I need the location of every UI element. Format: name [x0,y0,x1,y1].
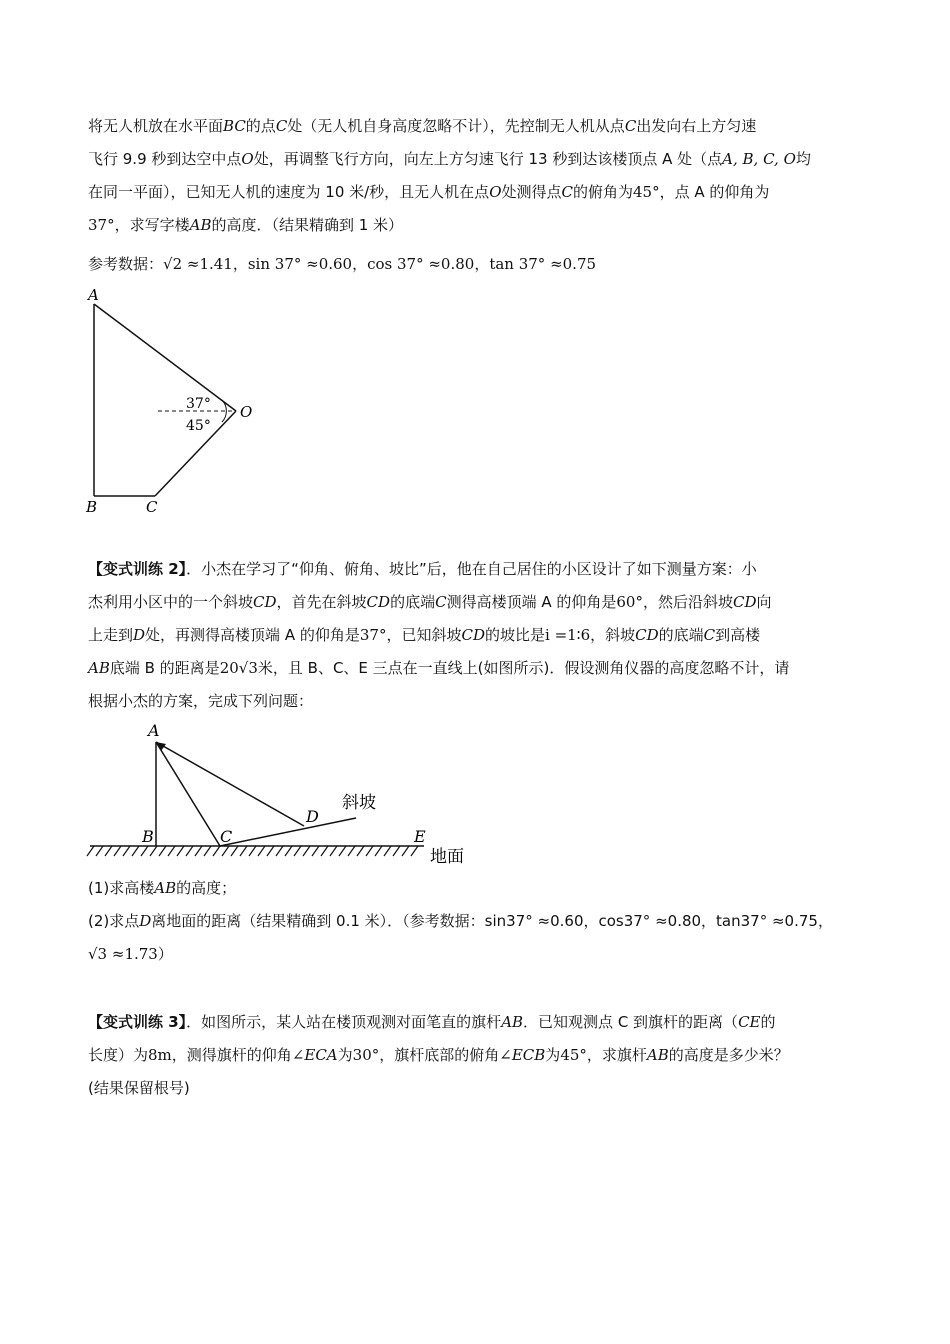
hatch-mark [339,846,346,856]
text: 的点 [245,117,276,135]
problem3-title: 【变式训练 3】 [88,1013,187,1031]
hatch-mark [312,846,319,856]
ground-hatching [87,846,418,856]
text: 测得高楼顶端 A 的仰角是 [446,593,617,611]
hatch-mark [276,846,283,856]
hatch-mark [105,846,112,856]
hatch-mark [258,846,265,856]
slope-CD [220,818,356,846]
hatch-mark [87,846,94,856]
text: ，旗杆底部的俯角 [379,1046,500,1064]
text: 长度）为 [88,1046,149,1064]
hatch-mark [402,846,409,856]
math-var: ∠ECA [291,1046,338,1064]
text: 为 [545,1046,561,1064]
math-var: ∠ECB [499,1046,546,1064]
text: 上走到 [88,626,134,644]
text: 到高楼 [715,626,761,644]
hatch-mark [411,846,418,856]
hatch-mark [303,846,310,856]
text: 根据小杰的方案，完成下列问题： [88,692,314,710]
math-var: O [489,183,502,201]
hatch-mark [195,846,202,856]
text: 处（无人机自身高度忽略不计），先控制无人机从点 [287,117,625,135]
text: 的底端 [658,626,704,644]
math-var: C [703,626,716,644]
text: ，求旗杆 [586,1046,647,1064]
text: ，已知斜坡 [386,626,462,644]
hatch-mark [141,846,148,856]
math-var: C [275,117,288,135]
math-var: AB [88,659,110,677]
text: 飞行 9.9 秒到达空中点 [88,150,242,168]
label-slope: 斜坡 [342,793,376,813]
math-var: C [561,183,573,201]
math-var: A, B, C, O [722,150,796,168]
problem3-text [88,1006,863,1105]
text: 将无人机放在水平面 [88,117,224,135]
math-value: 20√3 [219,659,258,677]
text: 处，再测得高楼顶端 A 的仰角是 [145,626,360,644]
hatch-mark [222,846,229,856]
text: (1)求高楼 [88,879,155,897]
label-ground: 地面 [430,847,464,867]
label-B: B [142,827,154,846]
text: ．如图所示，某人站在楼顶观测对面笔直的旗杆 [186,1013,502,1031]
hatch-mark [204,846,211,856]
hatch-mark [267,846,274,856]
text: 的俯角为 [573,183,634,201]
text: ．已知观测点 C 到旗杆的距离（ [523,1013,739,1031]
hatch-mark [294,846,301,856]
text: 的高度； [176,879,237,897]
math-value: √3 ≈1.73） [88,945,173,963]
hatch-mark [114,846,121,856]
problem2-title: 【变式训练 2】 [88,560,187,578]
label-O: O [240,403,253,421]
text: 杰利用小区中的一个斜坡 [88,593,254,611]
figure2-diagram [86,718,486,868]
math-value: i =1∶6 [545,626,591,644]
hatch-mark [123,846,130,856]
problem2-questions [88,872,863,971]
math-var: CD [732,593,757,611]
angle-label-45: 45° [186,418,211,434]
hatch-mark [96,846,103,856]
sightline-DA [156,742,304,826]
math-var: CE [738,1013,761,1031]
math-value: 45° [633,183,660,201]
math-var: AB [154,879,177,897]
hatch-mark [330,846,337,856]
text: 参考数据： [88,255,164,273]
hatch-mark [393,846,400,856]
text: ，测得旗杆的仰角 [171,1046,292,1064]
hatch-mark [159,846,166,856]
text: ，然后沿斜坡 [642,593,733,611]
text: (结果保留根号) [88,1079,190,1097]
text: 的 [760,1013,776,1031]
math-value: 30° [352,1046,380,1064]
hatch-mark [321,846,328,856]
figure1-diagram [80,284,280,524]
math-var: AB [189,216,212,234]
text: ，求写字楼 [114,216,190,234]
hatch-mark [375,846,382,856]
text: 离地面的距离（结果精确到 0.1 米）．（参考数据：sin37° ≈0.60，cos37° ≈0.80，tan37° ≈0.75， [151,912,833,930]
text: 处测得点 [501,183,562,201]
math-value: 37° [359,626,387,644]
label-C: C [220,827,233,846]
math-value: 8m [148,1046,172,1064]
hatch-mark [177,846,184,856]
math-var: D [133,626,146,644]
math-var: AB [501,1013,524,1031]
hatch-mark [240,846,247,856]
label-B: B [86,498,98,516]
label-C: C [146,498,158,516]
hatch-mark [366,846,373,856]
math-var: CD [461,626,485,644]
math-value: 37° [88,216,115,234]
label-D: D [306,807,319,826]
math-var: C [435,593,447,611]
math-var: AB [646,1046,669,1064]
hatch-mark [213,846,220,856]
text: 的底端 [390,593,436,611]
math-var: CD [635,626,659,644]
math-var: D [139,912,152,930]
hatch-mark [231,846,238,856]
flight-path-OA [94,304,236,411]
angle-label-37: 37° [186,396,211,412]
text: ．小杰在学习了“仰角、俯角、坡比”后，他在自己居住的小区设计了如下测量方案：小 [186,560,757,578]
text: 为 [337,1046,353,1064]
text: ，斜坡 [590,626,636,644]
math-value: 45° [560,1046,587,1064]
text: (2)求点 [88,912,140,930]
math-var: C [624,117,637,135]
hatch-mark [168,846,175,856]
reference-data [88,248,863,281]
hatch-mark [357,846,364,856]
text: 的高度是多少米？ [668,1046,789,1064]
text: 出发向右上方匀速 [636,117,757,135]
text: 在同一平面），已知无人机的速度为 10 米/秒，且无人机在点 [88,183,490,201]
hatch-mark [132,846,139,856]
text: 均 [795,150,811,168]
label-E: E [414,827,426,846]
hatch-mark [186,846,193,856]
text: 的高度．（结果精确到 1 米） [211,216,404,234]
math-var: CD [366,593,391,611]
math-var: BC [223,117,246,135]
math-var: CD [253,593,277,611]
text: ，点 A 的仰角为 [659,183,770,201]
label-A: A [88,286,99,304]
hatch-mark [249,846,256,856]
problem1-text [88,110,863,242]
text: 处，再调整飞行方向，向左上方匀速飞行 13 秒到达该楼顶点 A 处（点 [253,150,723,168]
problem2-text [88,553,863,718]
hatch-mark [348,846,355,856]
text: 米，且 B、C、E 三点在一直线上(如图所示)．假设测角仪器的高度忽略不计，请 [257,659,790,677]
sightline-CA [156,742,220,846]
text: 底端 B 的距离是 [109,659,220,677]
text: 的坡比是 [484,626,545,644]
math-value: √2 ≈1.41，sin 37° ≈0.60，cos 37° ≈0.80，tan 37° ≈0.75 [163,255,597,273]
math-value: 60° [616,593,643,611]
math-var: O [241,150,254,168]
hatch-mark [150,846,157,856]
label-A: A [148,721,160,740]
text: ，首先在斜坡 [276,593,367,611]
text: 向 [756,593,772,611]
hatch-mark [285,846,292,856]
hatch-mark [384,846,391,856]
